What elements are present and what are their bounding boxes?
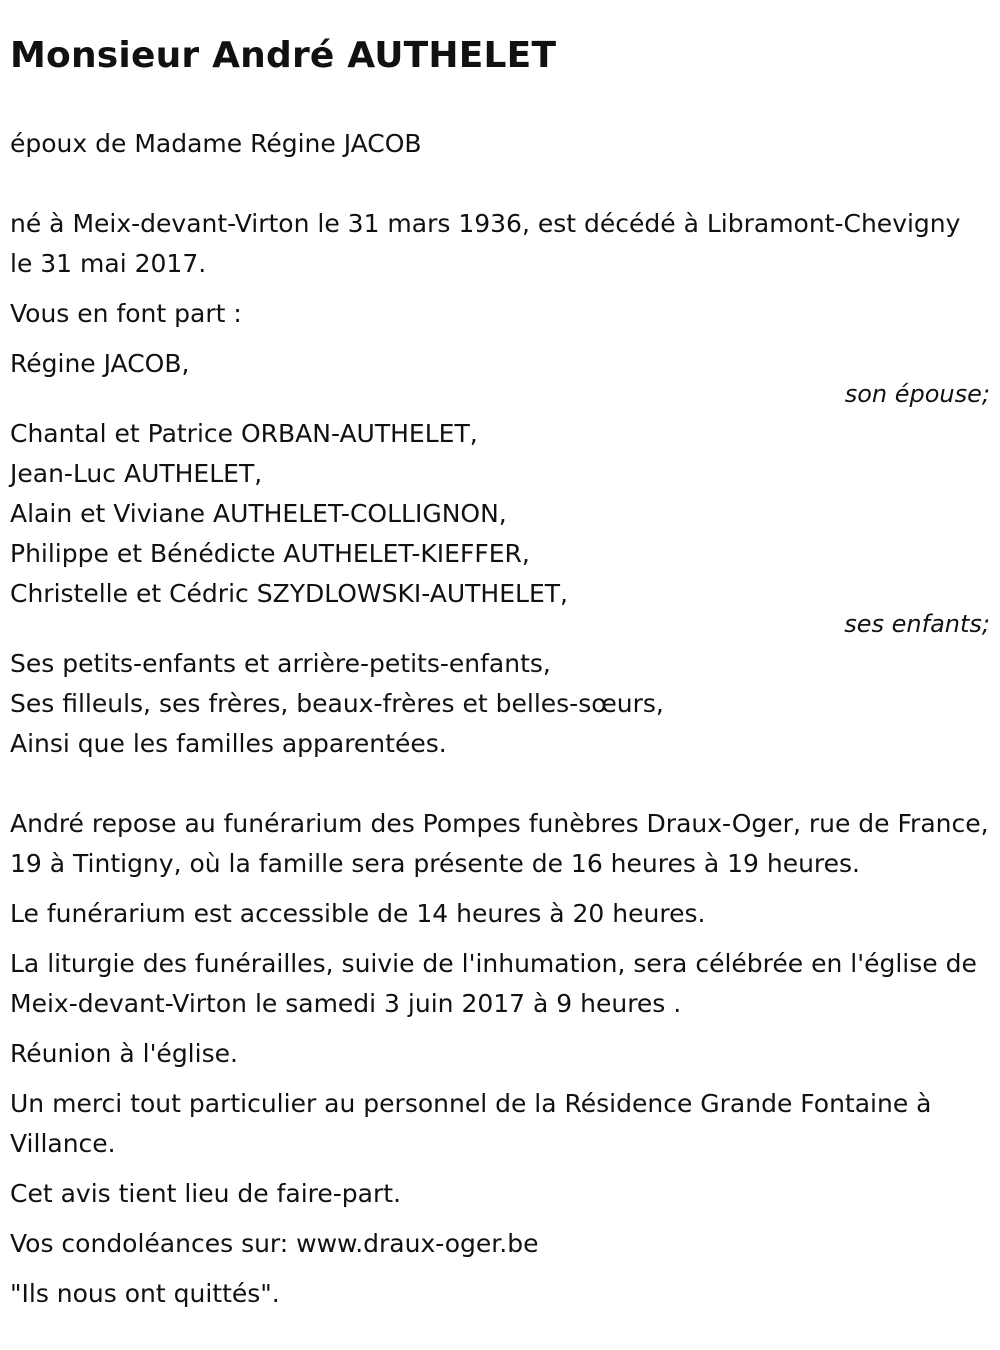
obituary-page (10, 30, 990, 1314)
family-block (10, 644, 990, 764)
family-line: Ainsi que les familles apparentées. (10, 729, 447, 758)
wife-block (10, 344, 990, 408)
condolences-text: Vos condoléances sur: www.draux-oger.be (10, 1229, 539, 1258)
child-name: Jean-Luc AUTHELET, (10, 459, 263, 488)
child-name: Chantal et Patrice ORBAN-AUTHELET, (10, 419, 478, 448)
child-name: Alain et Viviane AUTHELET-COLLIGNON, (10, 499, 507, 528)
announce-text: Vous en font part : (10, 299, 242, 328)
birth-death-text: né à Meix-devant-Virton le 31 mars 1936, est décédé à Libramont-Chevigny le 31 mai 2017. (10, 209, 961, 278)
meeting-text: Réunion à l'église. (10, 1039, 238, 1068)
spouse-line: époux de Madame Régine JACOB (10, 129, 422, 158)
family-line: Ses filleuls, ses frères, beaux-frères et belles-sœurs, (10, 689, 664, 718)
children-role: ses enfants; (844, 610, 990, 638)
closing-quote: "Ils nous ont quittés". (10, 1279, 280, 1308)
access-hours-text: Le funérarium est accessible de 14 heures à 20 heures. (10, 899, 706, 928)
wife-name: Régine JACOB, (10, 349, 190, 378)
family-line: Ses petits-enfants et arrière-petits-enfants, (10, 649, 551, 678)
child-name: Philippe et Bénédicte AUTHELET-KIEFFER, (10, 539, 530, 568)
child-name: Christelle et Cédric SZYDLOWSKI-AUTHELET, (10, 579, 568, 608)
children-block (10, 414, 990, 638)
wife-role: son épouse; (844, 380, 990, 408)
funerarium-text: André repose au funérarium des Pompes funèbres Draux-Oger, rue de France, 19 à Tintigny, où la famille sera présente de 16 heures à 19 heures. (10, 809, 989, 878)
page-title: Monsieur André AUTHELET (10, 35, 557, 76)
notice-text: Cet avis tient lieu de faire-part. (10, 1179, 402, 1208)
thanks-text: Un merci tout particulier au personnel de la Résidence Grande Fontaine à Villance. (10, 1089, 932, 1158)
liturgy-text: La liturgie des funérailles, suivie de l'inhumation, sera célébrée en l'église de Meix-devant-Virton le samedi 3 juin 2017 à 9 heures . (10, 949, 977, 1018)
